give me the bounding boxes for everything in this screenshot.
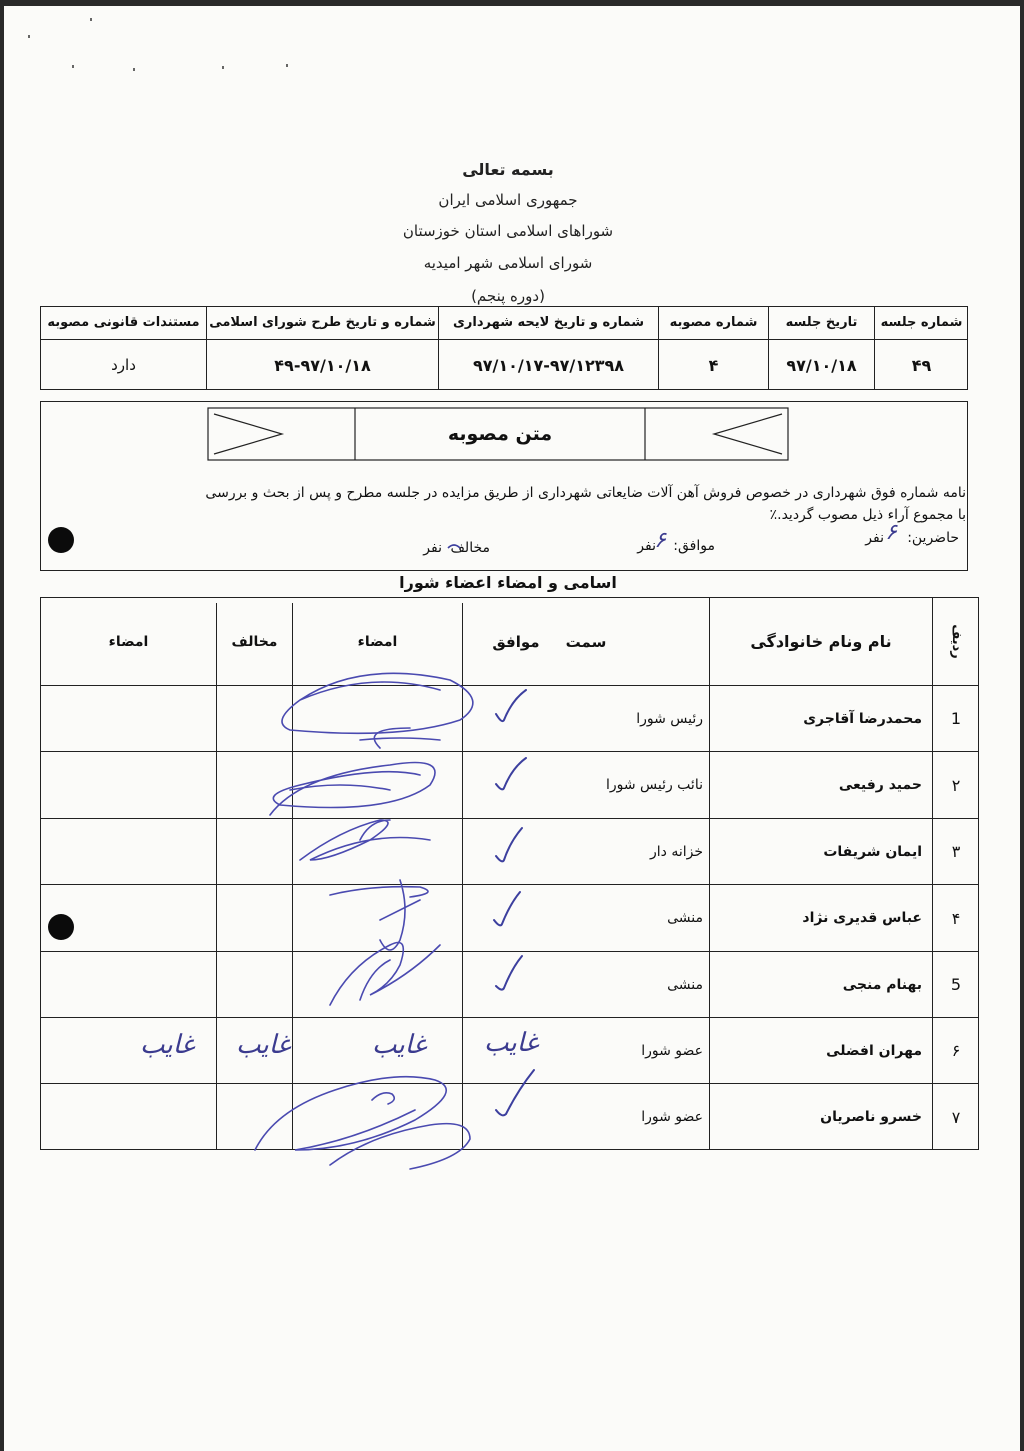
member-position: عضو شورا (641, 1042, 703, 1059)
member-row-number: ۷ (951, 1107, 961, 1127)
meta-header-municipal-bill: شماره و تاریخ لایحه شهرداری (453, 315, 645, 330)
member-name: مهران افضلی (826, 1042, 922, 1059)
member-row-number: 5 (950, 975, 962, 994)
member-row-number: ۶ (951, 1041, 961, 1060)
header-republic: جمهوری اسلامی ایران (438, 191, 578, 209)
check-mark (496, 828, 522, 861)
members-header-position: سمت (565, 632, 607, 651)
signature (372, 1093, 394, 1104)
member-position: نائب رئیس شورا (605, 777, 703, 793)
member-name: خسرو ناصریان (820, 1109, 922, 1125)
member-name: بهنام منجی (842, 976, 922, 993)
members-header-signature2: امضاء (108, 633, 149, 650)
signature (290, 785, 390, 790)
meta-value-council-plan: ۴۹-۹۷/۱۰/۱۸ (274, 355, 371, 375)
signature (330, 943, 440, 1006)
meta-header-session-number: شماره جلسه (880, 315, 963, 330)
meta-value-legal-basis: دارد (111, 356, 136, 374)
members-header-name: نام ونام خانوادگی (750, 632, 892, 651)
check-mark (494, 892, 520, 925)
meta-header-legal-basis: مستندات قانونی مصوبه (47, 315, 200, 330)
meta-value-municipal-bill: ۹۷/۱۰/۱۷-۹۷/۱۲۳۹۸ (472, 355, 625, 375)
member-name: حمید رفیعی (838, 777, 922, 793)
agree-unit: نفر (637, 538, 656, 554)
row-number-header-text: ردیف (948, 624, 964, 659)
meta-header-session-date: تاریخ جلسه (785, 315, 858, 330)
member-row-number: ۲ (951, 775, 961, 795)
header-term: (دوره پنجم) (471, 287, 545, 305)
members-header-signature: امضاء (357, 633, 398, 650)
signature (330, 880, 428, 950)
member-row-number: ۴ (951, 908, 961, 928)
member-position: خزانه دار (649, 843, 703, 860)
present-count: ۶ (885, 520, 897, 545)
present-unit: نفر (865, 530, 884, 546)
member-position: رئیس شورا (636, 710, 703, 727)
signature (300, 820, 430, 860)
check-mark (496, 1070, 534, 1115)
members-header-agree: موافق (492, 632, 540, 651)
member-row-number: ۳ (951, 842, 961, 861)
member-position: منشی (667, 976, 703, 993)
resolution-body-line1: نامه شماره فوق شهرداری در خصوص فروش آهن آلات ضایعاتی شهرداری از طریق مزایده در جلسه مطرح و پس از بحث و بررسی (205, 485, 966, 501)
resolution-body-line2: با مجموع آراء ذیل مصوب گردید.٪ (769, 507, 966, 523)
check-mark (496, 956, 522, 990)
agree-count: ۶ (654, 528, 666, 553)
member-name: محمدرضا آقاجری (803, 710, 922, 727)
meta-header-resolution-number: شماره مصوبه (669, 315, 758, 330)
present-label: حاضرین: (907, 530, 959, 546)
check-mark (496, 758, 526, 789)
member-name: ایمان شریفات (823, 843, 922, 860)
meta-value-resolution-number: ۴ (708, 355, 719, 375)
meta-value-session-date: ۹۷/۱۰/۱۸ (786, 355, 857, 375)
members-header-oppose: مخالف (231, 633, 278, 650)
header-bismillah: بسمه تعالی (462, 160, 554, 179)
absent-mark-oppose: غایب (236, 1030, 291, 1060)
oppose-label: مخالف (450, 540, 490, 556)
signature (282, 673, 473, 733)
member-position: منشی (667, 910, 703, 926)
member-name: عباس قدیری نژاد (802, 910, 922, 926)
member-row-number: 1 (950, 709, 962, 728)
meta-header-council-plan: شماره و تاریخ طرح شورای اسلامی (209, 315, 436, 330)
member-position: عضو شورا (641, 1109, 703, 1125)
oppose-unit: نفر (423, 540, 442, 556)
absent-mark-agree: غایب (484, 1028, 539, 1058)
signature (255, 1077, 470, 1169)
resolution-title: متن مصوبه (447, 423, 553, 445)
members-title: اسامی و امضاء اعضاء شورا (399, 573, 617, 592)
absent-mark-signature: غایب (372, 1030, 427, 1060)
meta-value-session-number: ۴۹ (911, 355, 932, 375)
check-mark (496, 690, 526, 721)
agree-label: موافق: (673, 538, 715, 554)
header-city-council: شورای اسلامی شهر امیدیه (423, 254, 593, 272)
header-province-councils: شوراهای اسلامی استان خوزستان (402, 222, 614, 240)
absent-mark-signature2: غایب (140, 1030, 195, 1060)
